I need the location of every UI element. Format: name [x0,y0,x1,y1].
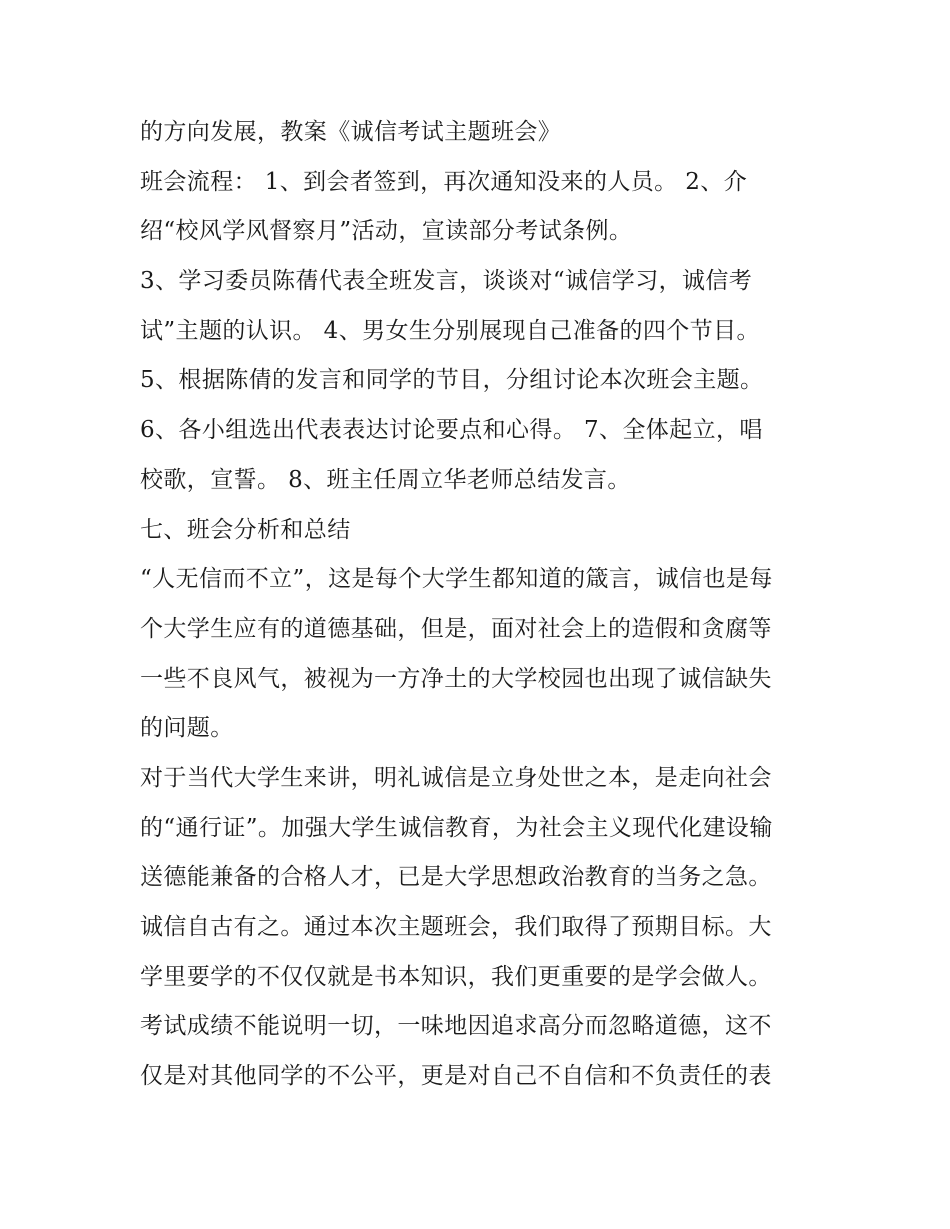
text-line: 的“通行证”。加强大学生诚信教育，为社会主义现代化建设输 [140,814,773,841]
text-line: 的方向发展，教案《诚信考试主题班会》 [140,119,562,145]
text-line: 试”主题的认识。 4、男女生分别展现自己准备的四个节目。 [140,317,760,344]
section-heading: 七、班会分析和总结 [140,516,351,543]
text-line: 5、根据陈倩的发言和同学的节目，分组讨论本次班会主题。 [140,367,764,394]
text-line: 学里要学的不仅仅就是书本知识，我们更重要的是学会做人。 [140,963,772,990]
text-line: 仅是对其他同学的不公平，更是对自己不自信和不负责任的表 [140,1063,772,1090]
text-line: 绍“校风学风督察月”活动，宣读部分考试条例。 [140,218,633,245]
text-line: 送德能兼备的合格人才，已是大学思想政治教育的当务之急。 [140,864,772,891]
text-line: 班会流程： 1、到会者签到，再次通知没来的人员。 2、介 [140,168,748,195]
text-line: 一些不良风气，被视为一方净土的大学校园也出现了诚信缺失 [140,665,772,692]
text-line: 3、学习委员陈蒨代表全班发言，谈谈对“诚信学习，诚信考 [140,268,753,295]
document-body [140,108,820,1102]
text-line: “人无信而不立”，这是每个大学生都知道的箴言，诚信也是每 [140,566,773,593]
text-line: 诚信自古有之。通过本次主题班会，我们取得了预期目标。大 [140,914,772,940]
text-line: 校歌，宣誓。 8、班主任周立华老师总结发言。 [140,466,631,493]
text-line: 考试成绩不能说明一切，一味地因追求高分而忽略道德，这不 [140,1013,772,1040]
text-line: 的问题。 [140,715,234,742]
text-line: 对于当代大学生来讲，明礼诚信是立身处世之本，是走向社会 [140,764,772,791]
text-line: 6、各小组选出代表表达讨论要点和心得。 7、全体起立，唱 [140,417,763,444]
text-line: 个大学生应有的道德基础，但是，面对社会上的造假和贪腐等 [140,615,772,642]
